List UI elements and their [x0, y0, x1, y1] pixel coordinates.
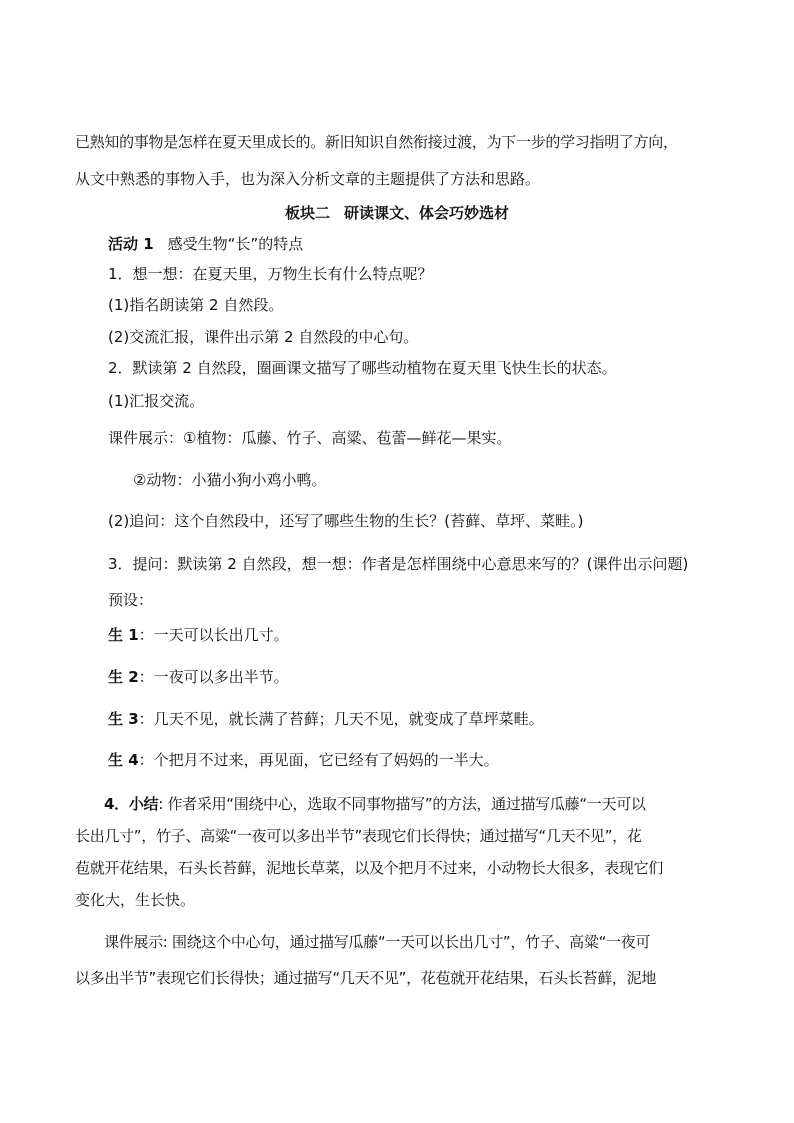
summary-text-1: : 作者采用“围绕中心，选取不同事物描写”的方法，通过描写瓜藤“一天可以: [158, 795, 646, 813]
question-2: 2．默读第 2 自然段，圈画课文描写了哪些动植物在夏天里飞快生长的状态。: [108, 359, 617, 377]
student-label: 生 3: [108, 710, 139, 728]
question-2-sub-2: (2)追问：这个自然段中，还写了哪些生物的生长？(苔藓、草坪、菜畦。): [108, 512, 584, 530]
summary-line-4: 变化大，生长快。: [75, 891, 196, 909]
preset-label: 预设：: [108, 591, 154, 609]
question-1: 1．想一想：在夏天里，万物生长有什么特点呢？: [108, 265, 433, 283]
intro-line-2: 从文中熟悉的事物入手，也为深入分析文章的主题提供了方法和思路。: [75, 170, 541, 188]
summary-line-3: 苞就开花结果，石头长苔藓，泥地长草菜，以及个把月不过来，小动物长大很多，表现它们: [75, 859, 664, 877]
student-answer-4: [108, 750, 499, 770]
question-1-sub-1: (1)指名朗读第 2 自然段。: [108, 296, 284, 314]
activity-label: 活动 1: [108, 235, 154, 253]
summary-line-1: [104, 794, 646, 814]
student-answer-text: ：几天不见，就长满了苔藓；几天不见，就变成了草坪菜畦。: [138, 710, 544, 728]
courseware-display-plants: [108, 428, 511, 448]
section-title-prefix: 板块二: [284, 204, 330, 222]
student-answer-3: [108, 709, 544, 729]
student-label: 生 4: [108, 751, 139, 769]
student-answer-text: ：一天可以长出几寸。: [138, 626, 289, 644]
intro-line-1: 已熟知的事物是怎样在夏天里成长的。新旧知识自然衔接过渡，为下一步的学习指明了方向，: [75, 133, 678, 151]
student-label: 生 1: [108, 626, 139, 644]
student-answer-text: ：个把月不过来，再见面，它已经有了妈妈的一半大。: [138, 751, 499, 769]
student-answer-text: ：一夜可以多出半节。: [138, 668, 289, 686]
section-title: [0, 203, 794, 223]
student-label: 生 2: [108, 668, 139, 686]
activity-1-heading: [108, 234, 303, 254]
question-2-sub-1: (1)汇报交流。: [108, 392, 205, 410]
plants-text: ①植物：瓜藤、竹子、高粱、苞蕾—鲜花—果实。: [183, 429, 512, 447]
question-3: 3．提问：默读第 2 自然段，想一想：作者是怎样围绕中心意思来写的？(课件出示问题): [108, 555, 689, 573]
section-title-rest: 研读课文、体会巧妙选材: [344, 204, 510, 222]
courseware-display-animals: ②动物：小猫小狗小鸡小鸭。: [133, 471, 327, 489]
courseware-display-label: 课件展示：: [108, 429, 184, 447]
courseware-line-2: 以多出半节”表现它们长得快；通过描写“几天不见”，花苞就开花结果，石头长苔藓，泥地: [75, 969, 657, 987]
summary-line-2: 长出几寸”，竹子、高粱“一夜可以多出半节”表现它们长得快；通过描写“几天不见”，花: [75, 827, 642, 845]
student-answer-2: [108, 667, 289, 687]
student-answer-1: [108, 625, 289, 645]
courseware-line-1: 课件展示: 围绕这个中心句，通过描写瓜藤“一天可以长出几寸”，竹子、高粱“一夜可: [104, 933, 651, 951]
activity-title: 感受生物“长”的特点: [167, 235, 304, 253]
summary-label: 4．小结: [104, 795, 159, 813]
question-1-sub-2: (2)交流汇报，课件出示第 2 自然段的中心句。: [108, 328, 419, 346]
